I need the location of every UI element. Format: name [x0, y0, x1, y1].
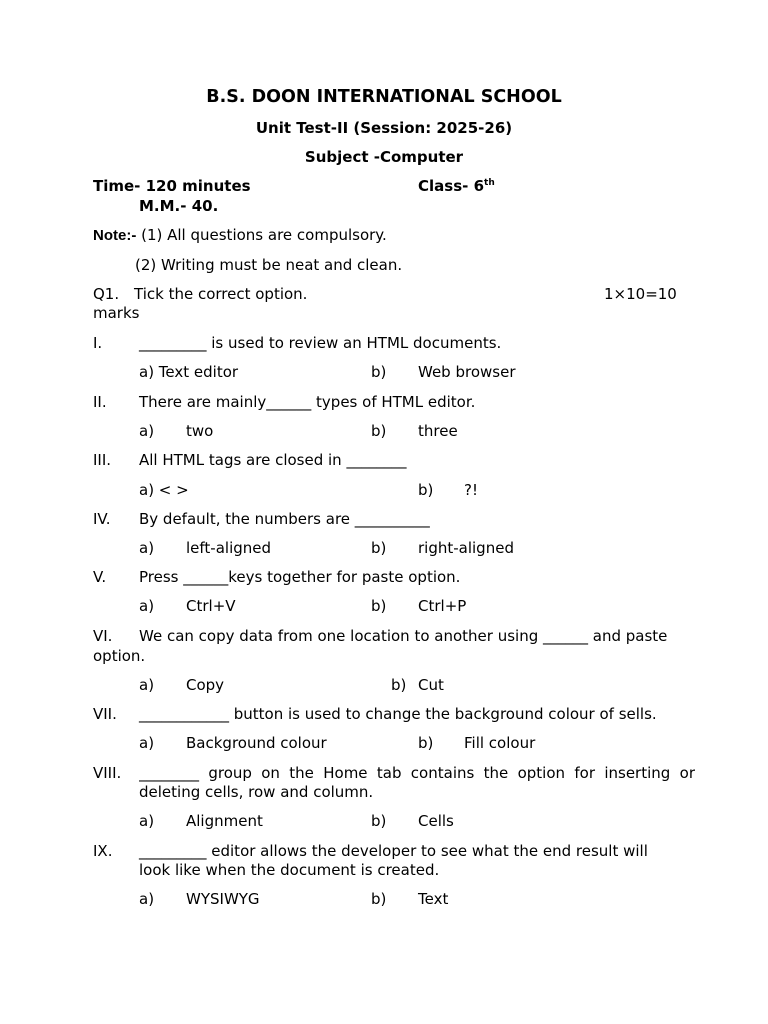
question-number: II. — [93, 393, 107, 411]
option-a-label: a) — [139, 890, 155, 908]
note-label: Note:- — [93, 227, 137, 244]
note-line-1 — [93, 226, 387, 245]
question-text: ________ group on the Home tab contains the option for inserting or — [139, 764, 695, 782]
question-text: _________ editor allows the developer to see what the end result will — [139, 842, 648, 860]
option-a: a) < > — [139, 481, 189, 499]
option-b-text: Text — [418, 890, 449, 908]
option-b-label: b) — [371, 597, 387, 615]
school-name: B.S. DOON INTERNATIONAL SCHOOL — [206, 87, 562, 107]
question-number: III. — [93, 451, 112, 469]
option-b-label: b) — [418, 734, 434, 752]
option-a-text: left-aligned — [186, 539, 272, 557]
question-number: VI. — [93, 627, 113, 645]
option-a-text: WYSIWYG — [186, 890, 260, 908]
question-number: VII. — [93, 705, 117, 723]
option-a-label: a) — [139, 422, 155, 440]
option-b-label: b) — [371, 890, 387, 908]
option-a-label: a) — [139, 812, 155, 830]
question-text: _________ is used to review an HTML documents. — [139, 334, 502, 352]
question-number: IX. — [93, 842, 113, 860]
option-a-text: Ctrl+V — [186, 597, 236, 615]
q1-text: Tick the correct option. — [134, 285, 308, 303]
question-text: Press ______keys together for paste option. — [139, 568, 461, 586]
q1-number: Q1. — [93, 285, 120, 303]
question-number: IV. — [93, 510, 111, 528]
subject-line: Subject -Computer — [304, 148, 464, 166]
option-b-text: Cut — [418, 676, 444, 694]
option-a-label: a) — [139, 597, 155, 615]
exam-title: Unit Test-II (Session: 2025-26) — [255, 119, 513, 137]
class-info: Class- 6th — [418, 177, 495, 195]
question-number: I. — [93, 334, 103, 352]
option-b-label: b) — [371, 539, 387, 557]
note-text-1: (1) All questions are compulsory. — [141, 226, 387, 244]
q1-marks: 1×10=10 — [604, 285, 677, 303]
option-a-text: Copy — [186, 676, 225, 694]
question-text-continued: look like when the document is created. — [139, 861, 440, 879]
q1-marks-unit: marks — [93, 304, 140, 322]
option-a-text: Background colour — [186, 734, 327, 752]
option-a-label: a) — [139, 676, 155, 694]
note-line-2: (2) Writing must be neat and clean. — [135, 256, 403, 274]
option-a-label: a) — [139, 539, 155, 557]
question-text-continued: option. — [93, 647, 146, 665]
option-b-label: b) — [371, 812, 387, 830]
option-b-label: b) — [371, 363, 387, 381]
option-b-label: b) — [371, 422, 387, 440]
question-number: VIII. — [93, 764, 122, 782]
option-b-text: Web browser — [418, 363, 516, 381]
option-b-text: three — [418, 422, 458, 440]
question-number: V. — [93, 568, 107, 586]
class-superscript: th — [484, 178, 495, 188]
option-a-label: a) — [139, 734, 155, 752]
question-text-continued: deleting cells, row and column. — [139, 783, 374, 801]
option-a: a) Text editor — [139, 363, 239, 381]
question-text: There are mainly______ types of HTML editor. — [139, 393, 476, 411]
option-b-text: right-aligned — [418, 539, 514, 557]
option-b-text: Cells — [418, 812, 454, 830]
option-a-text: two — [186, 422, 214, 440]
question-text: ____________ button is used to change the background colour of sells. — [139, 705, 657, 723]
option-b-text: ?! — [464, 481, 478, 499]
time-info: Time- 120 minutes — [93, 177, 251, 195]
question-text: By default, the numbers are __________ — [139, 510, 430, 528]
question-text: We can copy data from one location to another using ______ and paste — [139, 627, 668, 645]
option-b-text: Fill colour — [464, 734, 536, 752]
max-marks: M.M.- 40. — [139, 197, 219, 215]
option-a-text: Alignment — [186, 812, 263, 830]
option-b-label: b) — [418, 481, 434, 499]
option-b-label: b) — [391, 676, 407, 694]
option-b-text: Ctrl+P — [418, 597, 467, 615]
question-text: All HTML tags are closed in ________ — [139, 451, 407, 469]
